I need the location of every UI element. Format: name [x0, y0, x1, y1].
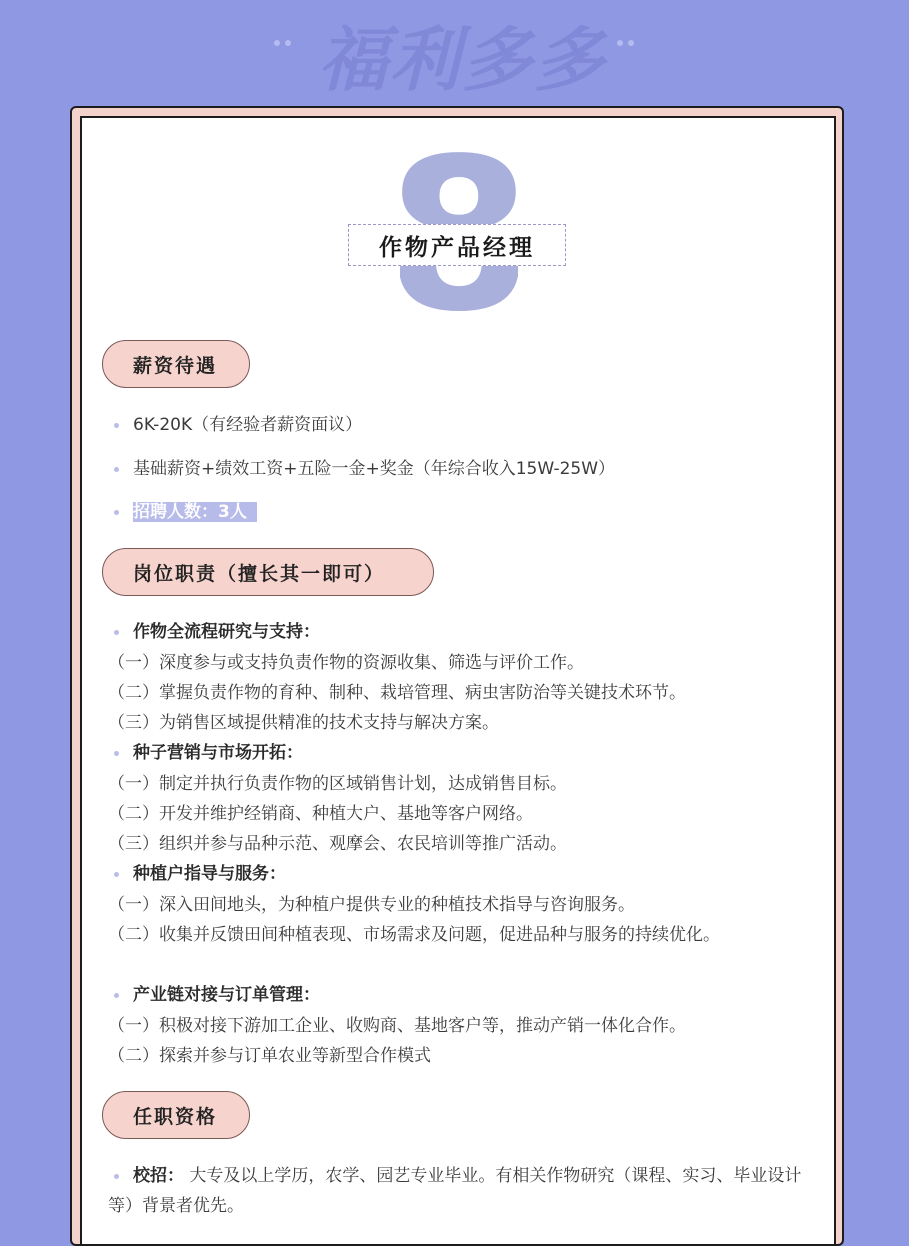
campus-label: 校招： — [133, 1166, 184, 1186]
banner-dots-right — [617, 40, 634, 46]
section-duties: 岗位职责（擅长其一即可） — [102, 548, 434, 596]
duty-item: （一）制定并执行负责作物的区域销售计划，达成销售目标。 — [108, 774, 567, 794]
list-item: 基础薪资+绩效工资+五险一金+奖金（年综合收入15W-25W） — [108, 458, 615, 480]
duty-item: （一）深入田间地头，为种植户提供专业的种植技术指导与咨询服务。 — [108, 895, 635, 915]
banner-dots-left — [274, 40, 291, 46]
duty-heading: 产业链对接与订单管理： — [108, 984, 320, 1006]
duty-heading: 种植户指导与服务： — [108, 863, 286, 885]
campus-text: 大专及以上学历，农学、园艺专业毕业。有相关作物研究（课程、实习、毕业设计等）背景者优先。 — [108, 1166, 802, 1216]
duty-item: （一）积极对接下游加工企业、收购商、基地客户等，推动产销一体化合作。 — [108, 1016, 686, 1036]
duty-item: （二）探索并参与订单农业等新型合作模式 — [108, 1046, 431, 1066]
bullet-icon — [114, 751, 119, 756]
bullet-icon — [114, 630, 119, 635]
qualification-item — [108, 1161, 813, 1221]
duty-item: （三）为销售区域提供精准的技术支持与解决方案。 — [108, 713, 499, 733]
bullet-icon — [114, 1174, 119, 1179]
list-item: 6K-20K（有经验者薪资面议） — [108, 414, 362, 436]
job-title: 作物产品经理 — [348, 224, 566, 266]
bullet-icon — [114, 872, 119, 877]
duty-heading: 种子营销与市场开拓： — [108, 742, 303, 764]
bullet-icon — [114, 423, 119, 428]
duty-item: （二）掌握负责作物的育种、制种、栽培管理、病虫害防治等关键技术环节。 — [108, 683, 686, 703]
duty-item: （三）组织并参与品种示范、观摩会、农民培训等推广活动。 — [108, 834, 567, 854]
section-salary: 薪资待遇 — [102, 340, 250, 388]
duty-item: （一）深度参与或支持负责作物的资源收集、筛选与评价工作。 — [108, 653, 584, 673]
duty-heading: 作物全流程研究与支持： — [108, 621, 320, 643]
banner-title: 福利多多 — [318, 19, 606, 101]
bullet-icon — [114, 993, 119, 998]
duty-item: （二）开发并维护经销商、种植大户、基地等客户网络。 — [108, 804, 533, 824]
list-item — [108, 501, 257, 523]
bullet-icon — [114, 467, 119, 472]
section-qualifications: 任职资格 — [102, 1091, 250, 1139]
duty-item: （二）收集并反馈田间种植表现、市场需求及问题，促进品种与服务的持续优化。 — [108, 925, 720, 945]
bullet-icon — [114, 510, 119, 515]
headcount-highlight: 招聘人数：3人 — [133, 502, 257, 522]
banner — [0, 0, 909, 100]
